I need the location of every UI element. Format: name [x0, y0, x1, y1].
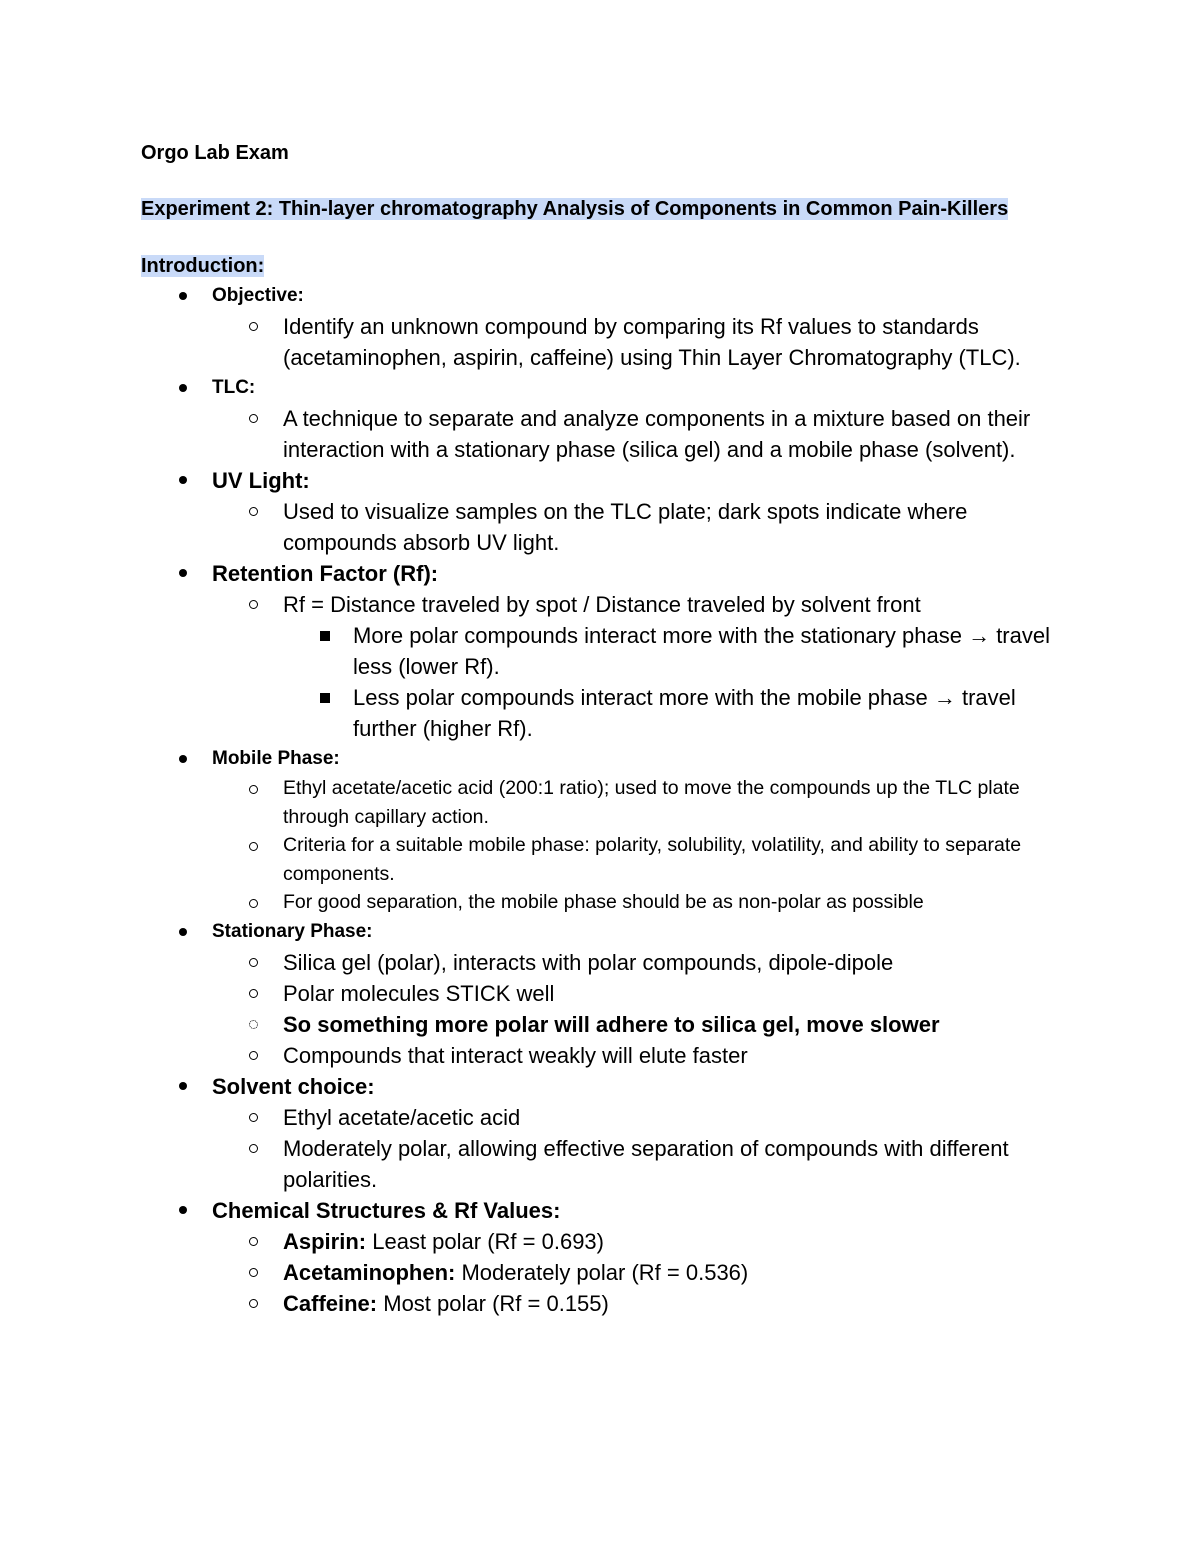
list-item — [212, 311, 1071, 373]
list-item — [212, 947, 1071, 978]
mobile-phase-text-1: Ethyl acetate/acetic acid (200:1 ratio); used to move the compounds up the TLC plate through capillary action. — [283, 777, 1020, 828]
section-heading — [141, 251, 1071, 281]
list-item-uv-light — [141, 465, 1071, 558]
rf-formula-text: Rf = Distance traveled by spot / Distance traveled by solvent front — [283, 592, 921, 617]
list-item — [212, 978, 1071, 1009]
disc-bullet-icon — [179, 476, 187, 484]
tlc-label: TLC: — [212, 377, 256, 398]
rf-label: Retention Factor (Rf): — [212, 561, 439, 586]
mobile-phase-label: Mobile Phase: — [212, 748, 340, 769]
disc-bullet-icon — [179, 569, 187, 577]
circle-bullet-icon — [249, 842, 258, 851]
list-item — [212, 1009, 1071, 1040]
aspirin-entry — [283, 1226, 1071, 1257]
solvent-choice-sublist — [212, 1102, 1071, 1195]
structures-label: Chemical Structures & Rf Values: — [212, 1197, 561, 1223]
caffeine-name: Caffeine: — [283, 1290, 378, 1316]
circle-bullet-icon — [249, 507, 258, 516]
experiment-title — [141, 195, 1071, 223]
list-item — [212, 1288, 1071, 1319]
aspirin-name: Aspirin: — [283, 1228, 367, 1254]
stationary-text-1: Silica gel (polar), interacts with polar compounds, dipole-dipole — [283, 949, 894, 975]
mobile-phase-text-2: Criteria for a suitable mobile phase: polarity, solubility, volatility, and ability to separate components. — [283, 834, 1022, 885]
experiment-title-text: Experiment 2: Thin-layer chromatography Analysis of Components in Common Pain-Killers — [141, 198, 1009, 220]
list-item — [212, 1102, 1071, 1133]
acetaminophen-desc: Moderately polar (Rf = 0.536) — [461, 1259, 749, 1285]
tlc-text: A technique to separate and analyze components in a mixture based on their interaction with a stationary phase (silica gel) and a mobile phase (solvent). — [283, 406, 1031, 462]
stationary-phase-label: Stationary Phase: — [212, 920, 373, 942]
circle-bullet-icon — [249, 1237, 258, 1246]
list-item — [212, 589, 1071, 744]
rf-sublist — [212, 589, 1071, 744]
disc-bullet-icon — [179, 1082, 187, 1090]
list-item — [212, 1133, 1071, 1195]
objective-label: Objective: — [212, 285, 304, 306]
document-content — [141, 137, 1071, 1319]
uv-sublist — [212, 496, 1071, 558]
stationary-text-4: Compounds that interact weakly will elute faster — [283, 1042, 748, 1068]
rf-subsublist — [283, 620, 1071, 744]
solvent-text-2: Moderately polar, allowing effective separation of compounds with different polarities. — [283, 1135, 1009, 1192]
list-item-retention-factor — [141, 558, 1071, 744]
circle-bullet-icon — [249, 899, 258, 908]
mobile-phase-text-3: For good separation, the mobile phase should be as non-polar as possible — [283, 891, 924, 913]
circle-bullet-icon — [249, 322, 258, 331]
list-item — [283, 682, 1071, 744]
stationary-text-3: So something more polar will adhere to silica gel, move slower — [283, 1011, 940, 1037]
list-item-tlc — [141, 373, 1071, 465]
disc-bullet-icon — [179, 755, 187, 763]
objective-sublist — [212, 311, 1071, 373]
disc-bullet-icon — [179, 384, 187, 392]
caffeine-entry — [283, 1288, 1071, 1319]
circle-bullet-icon — [249, 1268, 258, 1277]
stationary-phase-sublist — [212, 947, 1071, 1071]
list-item-solvent-choice — [141, 1071, 1071, 1195]
list-item-stationary-phase — [141, 917, 1071, 1071]
structures-sublist — [212, 1226, 1071, 1319]
disc-bullet-icon — [179, 292, 187, 300]
uv-label: UV Light: — [212, 468, 310, 493]
acetaminophen-entry — [283, 1257, 1071, 1288]
tlc-sublist — [212, 403, 1071, 465]
rf-polar-text: More polar compounds interact more with the stationary phase → travel less (lower Rf). — [353, 623, 1050, 679]
circle-bullet-icon — [249, 600, 258, 609]
list-item — [283, 620, 1071, 682]
circle-bullet-icon — [249, 1051, 258, 1060]
disc-bullet-icon — [179, 928, 187, 936]
square-bullet-icon — [320, 693, 330, 703]
objective-text: Identify an unknown compound by comparing its Rf values to standards (acetaminophen, aspirin, caffeine) using Thin Layer Chromatography (TLC). — [283, 314, 1021, 370]
intro-list — [141, 281, 1071, 1319]
square-bullet-icon — [320, 631, 330, 641]
stationary-text-2: Polar molecules STICK well — [283, 980, 555, 1006]
aspirin-desc: Least polar (Rf = 0.693) — [372, 1228, 604, 1254]
solvent-text-1: Ethyl acetate/acetic acid — [283, 1104, 521, 1130]
circle-bullet-icon — [249, 414, 258, 423]
document-title: Orgo Lab Exam — [141, 142, 289, 164]
list-item — [212, 1226, 1071, 1257]
list-item-mobile-phase — [141, 744, 1071, 917]
list-item — [212, 1257, 1071, 1288]
list-item — [212, 774, 1071, 831]
list-item — [212, 496, 1071, 558]
circle-bullet-icon — [249, 958, 258, 967]
dotted-circle-bullet-icon — [249, 1020, 258, 1029]
circle-bullet-icon — [249, 1144, 258, 1153]
circle-bullet-icon — [249, 989, 258, 998]
list-item — [212, 403, 1071, 465]
list-item — [212, 888, 1071, 917]
circle-bullet-icon — [249, 1113, 258, 1122]
circle-bullet-icon — [249, 785, 258, 794]
uv-text: Used to visualize samples on the TLC plate; dark spots indicate where compounds absorb UV light. — [283, 499, 968, 555]
list-item-chemical-structures — [141, 1195, 1071, 1319]
list-item — [212, 1040, 1071, 1071]
section-heading-text: Introduction: — [141, 255, 265, 277]
acetaminophen-name: Acetaminophen: — [283, 1259, 456, 1285]
caffeine-desc: Most polar (Rf = 0.155) — [383, 1290, 609, 1316]
list-item — [212, 831, 1071, 888]
disc-bullet-icon — [179, 1206, 187, 1214]
list-item-objective — [141, 281, 1071, 373]
rf-nonpolar-text: Less polar compounds interact more with the mobile phase → travel further (higher Rf). — [353, 685, 1016, 741]
solvent-choice-label: Solvent choice: — [212, 1073, 375, 1099]
mobile-phase-sublist — [212, 774, 1071, 917]
circle-bullet-icon — [249, 1299, 258, 1308]
